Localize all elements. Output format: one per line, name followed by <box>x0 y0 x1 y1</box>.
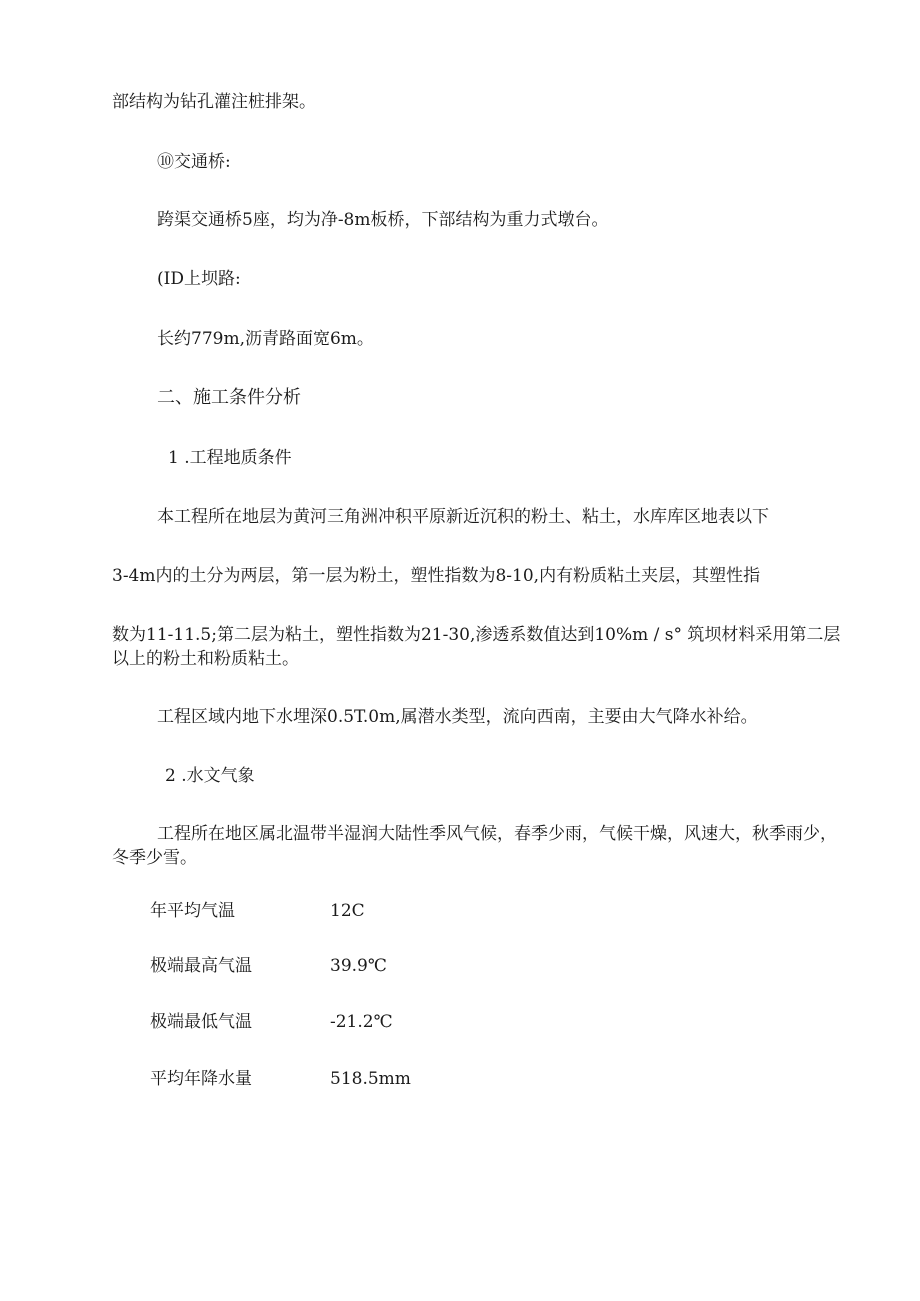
item-heading: (ID上坝路: <box>157 269 241 289</box>
paragraph-line: 以上的粉土和粉质粘土。 <box>112 649 299 669</box>
climate-label: 极端最低气温 <box>150 1012 252 1032</box>
paragraph-line: 跨渠交通桥5座，均为净-8m板桥，下部结构为重力式墩台。 <box>157 210 609 230</box>
paragraph-line: 部结构为钻孔灌注桩排架。 <box>112 92 316 112</box>
climate-value: -21.2℃ <box>330 1012 393 1032</box>
paragraph-line: 数为11-11.5;第二层为粘土，塑性指数为21-30,渗透系数值达到10%m / s° 筑坝材料采用第二层 <box>112 625 841 645</box>
climate-row <box>150 900 365 922</box>
climate-label: 极端最高气温 <box>150 956 252 976</box>
climate-value: 518.5mm <box>330 1069 411 1089</box>
climate-row <box>150 955 387 977</box>
paragraph-line: 本工程所在地层为黄河三角洲冲积平原新近沉积的粉土、粘土，水库库区地表以下 <box>157 507 769 527</box>
climate-value: 12C <box>330 901 365 921</box>
climate-label: 平均年降水量 <box>150 1069 252 1089</box>
section-heading: 二、施工条件分析 <box>157 387 301 408</box>
climate-value: 39.9℃ <box>330 956 387 976</box>
subsection-heading: 2 .水文气象 <box>165 766 255 786</box>
paragraph-line: 3-4m内的土分为两层，第一层为粉土，塑性指数为8-10,内有粉质粘土夹层，其塑性指 <box>112 566 761 586</box>
paragraph-line: 冬季少雪。 <box>112 848 197 868</box>
paragraph-line: 工程区域内地下水埋深0.5T.0m,属潜水类型，流向西南，主要由大气降水补给。 <box>157 707 758 727</box>
climate-row <box>150 1068 411 1090</box>
paragraph-line: 工程所在地区属北温带半湿润大陆性季风气候，春季少雨，气候干燥，风速大，秋季雨少， <box>157 824 837 844</box>
climate-label: 年平均气温 <box>150 901 235 921</box>
paragraph-line: 长约779m,沥青路面宽6m。 <box>157 329 374 349</box>
climate-row <box>150 1011 393 1033</box>
item-heading: ⑩交通桥: <box>157 152 231 172</box>
subsection-heading: 1 .工程地质条件 <box>168 448 292 468</box>
